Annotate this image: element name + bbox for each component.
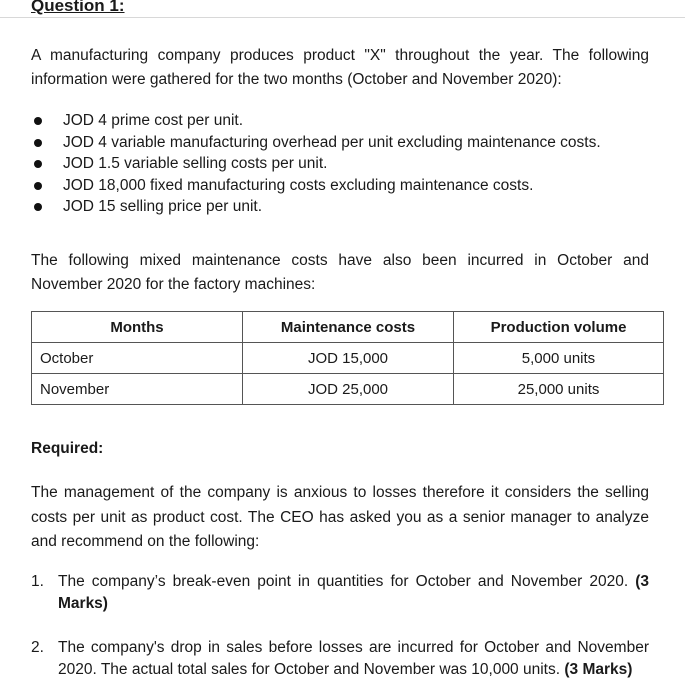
header-months: Months [32,312,243,343]
question-marks: (3 Marks) [58,573,649,612]
table-row [32,374,664,405]
bullet-dot-icon [34,117,42,125]
question-number: 1. [31,573,44,590]
header-production-volume: Production volume [454,312,664,343]
question-text: The company’s break-even point in quantities for October and November 2020. [58,573,629,590]
bullet-dot-icon [34,160,42,168]
cell-maintenance-cost: JOD 15,000 [243,343,454,374]
required-paragraph: The management of the company is anxious to losses therefore it considers the selling costs per unit as product cost. The CEO has asked you as a senior manager to analyze and recommend on the following: [31,484,649,550]
question-marks: (3 Marks) [564,661,633,678]
header-maintenance-costs: Maintenance costs [243,312,454,343]
question-text: The company's drop in sales before losses are incurred for October and November 2020. The actual total sales for October and November was 10,000 units. [58,639,649,678]
maintenance-costs-table [31,311,664,405]
cost-bullet-list [31,110,601,218]
bullet-item: JOD 1.5 variable selling costs per unit. [31,153,601,175]
bullet-item: JOD 15 selling price per unit. [31,196,601,218]
cell-month: October [32,343,243,374]
question-heading: Question 1: [31,0,125,15]
question-item-1 [31,571,649,615]
bullet-dot-icon [34,182,42,190]
top-divider [0,17,685,18]
table-header-row [32,312,664,343]
table-row [32,343,664,374]
bullet-item: JOD 4 variable manufacturing overhead per unit excluding maintenance costs. [31,132,601,154]
intro-paragraph: A manufacturing company produces product "X" throughout the year. The following information were gathered for the two months (October and November 2020): [31,47,649,88]
question-number: 2. [31,639,44,656]
cell-production-volume: 25,000 units [454,374,664,405]
bullet-dot-icon [34,139,42,147]
cell-month: November [32,374,243,405]
maintenance-intro-paragraph: The following mixed maintenance costs have also been incurred in October and November 2020 for the factory machines: [31,252,649,293]
required-label: Required: [31,440,104,457]
bullet-dot-icon [34,203,42,211]
bullet-item: JOD 18,000 fixed manufacturing costs excluding maintenance costs. [31,175,601,197]
cell-production-volume: 5,000 units [454,343,664,374]
question-item-2 [31,637,649,681]
cell-maintenance-cost: JOD 25,000 [243,374,454,405]
bullet-item: JOD 4 prime cost per unit. [31,110,601,132]
